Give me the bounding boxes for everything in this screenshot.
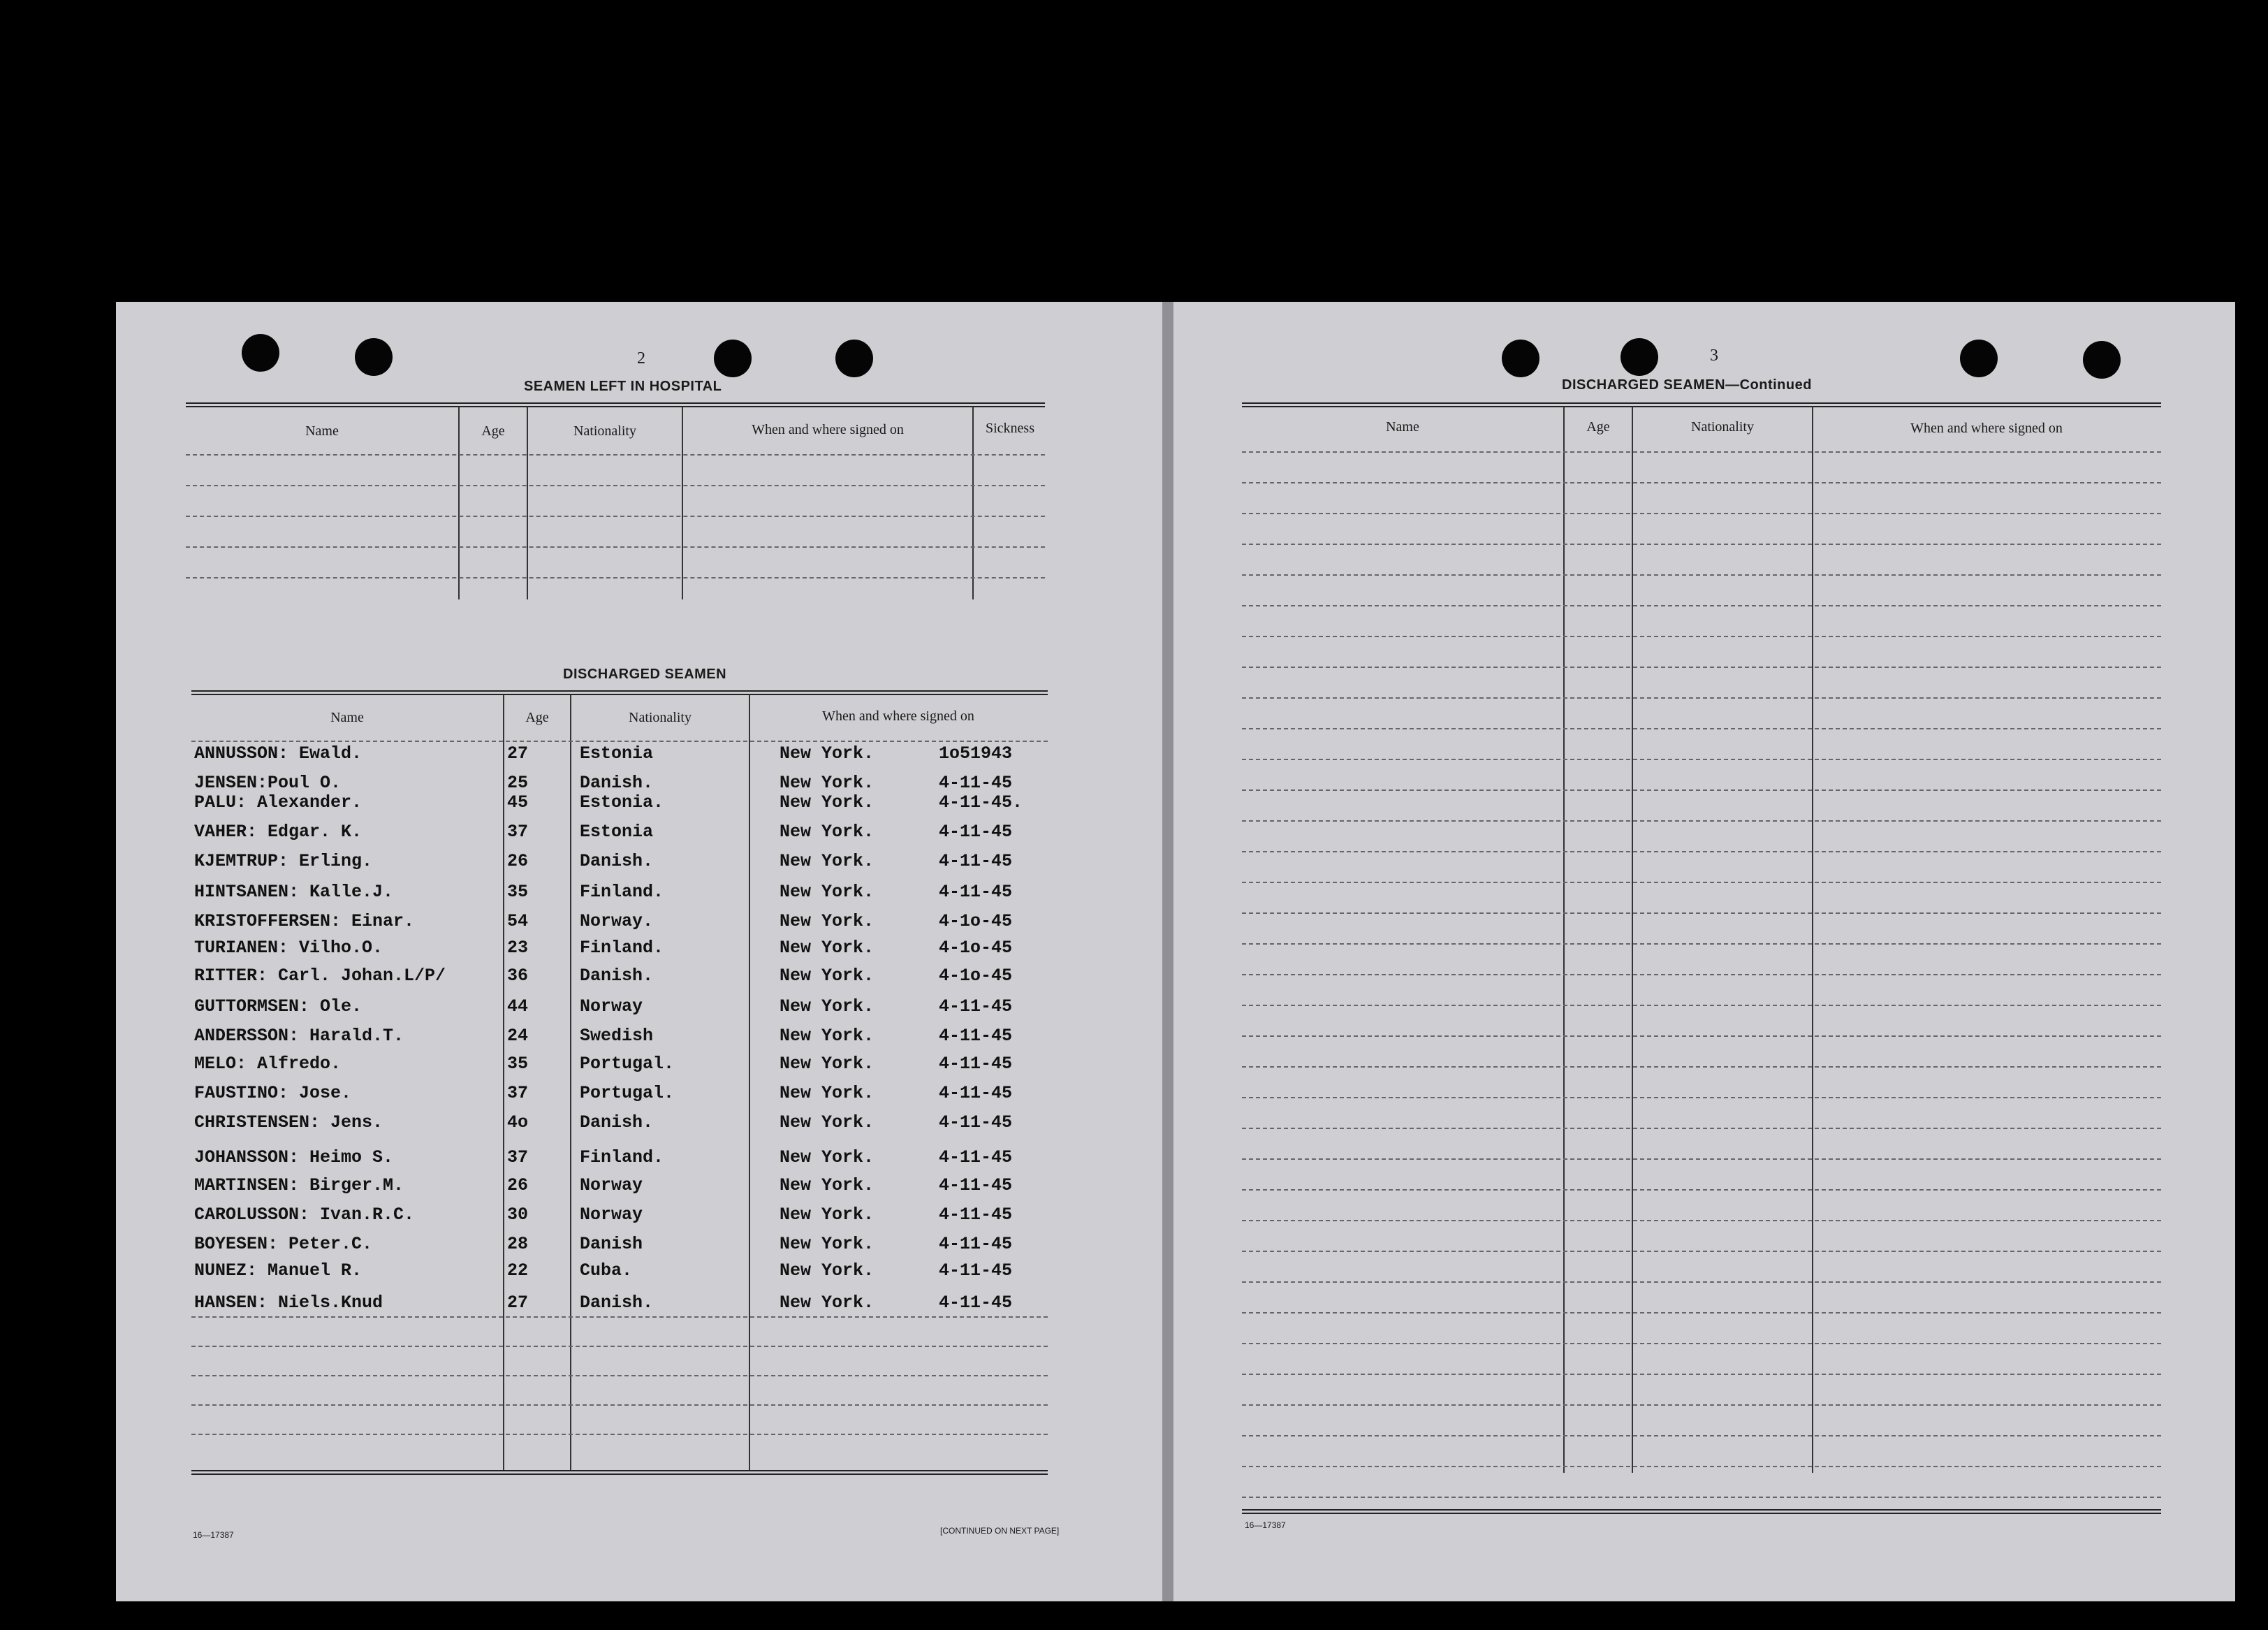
row-nationality: Estonia bbox=[580, 822, 654, 842]
row-signed-on-date: 4-11-45 bbox=[939, 882, 1013, 902]
col-header-name: Name bbox=[330, 710, 364, 725]
right-page bbox=[1173, 302, 2235, 1601]
page-number: 2 bbox=[637, 349, 645, 368]
row-signed-on-date: 4-1o-45 bbox=[939, 938, 1013, 958]
discharged-continued-heading: DISCHARGED SEAMEN—Continued bbox=[1562, 377, 1812, 393]
row-age: 22 bbox=[507, 1260, 529, 1281]
row-name: BOYESEN: Peter.C. bbox=[194, 1234, 373, 1254]
row-name: TURIANEN: Vilho.O. bbox=[194, 938, 383, 958]
row-nationality: Danish. bbox=[580, 966, 654, 986]
row-signed-on-place: New York. bbox=[780, 882, 875, 902]
punch-hole bbox=[714, 340, 752, 377]
row-signed-on-place: New York. bbox=[780, 938, 875, 958]
discharged-heading: DISCHARGED SEAMEN bbox=[563, 667, 727, 682]
row-nationality: Finland. bbox=[580, 882, 664, 902]
row-signed-on-place: New York. bbox=[780, 743, 875, 764]
row-nationality: Norway bbox=[580, 1205, 643, 1225]
row-signed-on-date: 4-11-45 bbox=[939, 996, 1013, 1017]
row-signed-on-date: 4-11-45 bbox=[939, 1054, 1013, 1074]
row-signed-on-place: New York. bbox=[780, 792, 875, 813]
row-signed-on-date: 4-11-45 bbox=[939, 1147, 1013, 1167]
row-name: GUTTORMSEN: Ole. bbox=[194, 996, 363, 1017]
row-signed-on-place: New York. bbox=[780, 1205, 875, 1225]
row-age: 44 bbox=[507, 996, 529, 1017]
row-age: 26 bbox=[507, 1175, 529, 1195]
table-top-rule bbox=[1242, 402, 2161, 407]
row-signed-on-date: 4-11-45. bbox=[939, 792, 1023, 813]
row-nationality: Portugal. bbox=[580, 1083, 675, 1103]
row-signed-on-place: New York. bbox=[780, 1054, 875, 1074]
row-nationality: Cuba. bbox=[580, 1260, 633, 1281]
row-age: 27 bbox=[507, 1293, 529, 1313]
row-signed-on-place: New York. bbox=[780, 1175, 875, 1195]
row-signed-on-date: 4-11-45 bbox=[939, 1205, 1013, 1225]
row-name: JOHANSSON: Heimo S. bbox=[194, 1147, 394, 1167]
row-signed-on-date: 4-11-45 bbox=[939, 1026, 1013, 1046]
col-header-age: Age bbox=[525, 710, 549, 725]
row-age: 25 bbox=[507, 773, 529, 793]
row-name: CHRISTENSEN: Jens. bbox=[194, 1112, 383, 1133]
row-nationality: Portugal. bbox=[580, 1054, 675, 1074]
col-header-nationality: Nationality bbox=[1691, 419, 1754, 435]
row-age: 54 bbox=[507, 911, 529, 931]
row-signed-on-date: 4-11-45 bbox=[939, 1234, 1013, 1254]
row-name: FAUSTINO: Jose. bbox=[194, 1083, 352, 1103]
col-header-nationality: Nationality bbox=[573, 423, 636, 439]
continued-note: [CONTINUED ON NEXT PAGE] bbox=[940, 1526, 1060, 1536]
row-signed-on-date: 4-11-45 bbox=[939, 1083, 1013, 1103]
col-header-signed-on: When and where signed on bbox=[1910, 421, 2063, 436]
row-nationality: Finland. bbox=[580, 938, 664, 958]
table-top-rule bbox=[186, 402, 1045, 407]
row-age: 26 bbox=[507, 851, 529, 871]
row-name: VAHER: Edgar. K. bbox=[194, 822, 363, 842]
row-nationality: Norway bbox=[580, 1175, 643, 1195]
row-name: HINTSANEN: Kalle.J. bbox=[194, 882, 394, 902]
row-nationality: Finland. bbox=[580, 1147, 664, 1167]
row-nationality: Danish. bbox=[580, 773, 654, 793]
col-header-age: Age bbox=[1586, 419, 1610, 435]
row-age: 30 bbox=[507, 1205, 529, 1225]
table-bottom-rule bbox=[191, 1470, 1048, 1475]
punch-hole bbox=[2083, 341, 2121, 379]
row-age: 37 bbox=[507, 822, 529, 842]
row-signed-on-date: 4-11-45 bbox=[939, 1293, 1013, 1313]
row-age: 24 bbox=[507, 1026, 529, 1046]
row-age: 35 bbox=[507, 882, 529, 902]
row-nationality: Swedish bbox=[580, 1026, 654, 1046]
row-name: HANSEN: Niels.Knud bbox=[194, 1293, 383, 1313]
row-signed-on-place: New York. bbox=[780, 996, 875, 1017]
row-age: 4o bbox=[507, 1112, 529, 1133]
row-name: PALU: Alexander. bbox=[194, 792, 363, 813]
row-signed-on-date: 4-11-45 bbox=[939, 1175, 1013, 1195]
row-signed-on-place: New York. bbox=[780, 1293, 875, 1313]
row-signed-on-place: New York. bbox=[780, 966, 875, 986]
row-age: 37 bbox=[507, 1083, 529, 1103]
row-age: 37 bbox=[507, 1147, 529, 1167]
row-name: MELO: Alfredo. bbox=[194, 1054, 342, 1074]
row-signed-on-place: New York. bbox=[780, 1083, 875, 1103]
row-name: JENSEN:Poul O. bbox=[194, 773, 342, 793]
row-signed-on-date: 4-11-45 bbox=[939, 1112, 1013, 1133]
form-number: 16—17387 bbox=[1245, 1520, 1286, 1530]
table-bottom-rule bbox=[1242, 1509, 2161, 1514]
row-name: KRISTOFFERSEN: Einar. bbox=[194, 911, 415, 931]
punch-hole bbox=[242, 334, 279, 372]
col-header-name: Name bbox=[305, 423, 339, 439]
row-nationality: Danish. bbox=[580, 1112, 654, 1133]
col-header-nationality: Nationality bbox=[629, 710, 692, 725]
row-name: ANNUSSON: Ewald. bbox=[194, 743, 363, 764]
form-number: 16—17387 bbox=[193, 1530, 234, 1540]
row-age: 27 bbox=[507, 743, 529, 764]
row-signed-on-date: 4-1o-45 bbox=[939, 966, 1013, 986]
row-signed-on-date: 1o51943 bbox=[939, 743, 1013, 764]
row-age: 35 bbox=[507, 1054, 529, 1074]
row-nationality: Danish. bbox=[580, 1293, 654, 1313]
table-top-rule bbox=[191, 690, 1048, 695]
col-header-name: Name bbox=[1386, 419, 1419, 435]
row-age: 36 bbox=[507, 966, 529, 986]
row-signed-on-date: 4-11-45 bbox=[939, 1260, 1013, 1281]
row-nationality: Danish bbox=[580, 1234, 643, 1254]
row-signed-on-place: New York. bbox=[780, 1260, 875, 1281]
col-header-signed-on: When and where signed on bbox=[822, 708, 974, 724]
row-nationality: Norway. bbox=[580, 911, 654, 931]
punch-hole bbox=[1620, 338, 1658, 376]
row-name: KJEMTRUP: Erling. bbox=[194, 851, 373, 871]
row-signed-on-date: 4-11-45 bbox=[939, 822, 1013, 842]
punch-hole bbox=[835, 340, 873, 377]
col-header-sickness: Sickness bbox=[986, 421, 1034, 436]
col-header-age: Age bbox=[481, 423, 505, 439]
row-name: RITTER: Carl. Johan.L/P/ bbox=[194, 966, 446, 986]
row-name: ANDERSSON: Harald.T. bbox=[194, 1026, 404, 1046]
row-signed-on-place: New York. bbox=[780, 911, 875, 931]
hospital-heading: SEAMEN LEFT IN HOSPITAL bbox=[524, 379, 722, 394]
row-signed-on-place: New York. bbox=[780, 1147, 875, 1167]
left-page bbox=[116, 302, 1164, 1601]
page-number: 3 bbox=[1710, 347, 1718, 365]
row-name: MARTINSEN: Birger.M. bbox=[194, 1175, 404, 1195]
row-age: 23 bbox=[507, 938, 529, 958]
row-nationality: Estonia bbox=[580, 743, 654, 764]
row-nationality: Estonia. bbox=[580, 792, 664, 813]
row-age: 28 bbox=[507, 1234, 529, 1254]
row-name: NUNEZ: Manuel R. bbox=[194, 1260, 363, 1281]
punch-hole bbox=[355, 338, 393, 376]
row-signed-on-date: 4-1o-45 bbox=[939, 911, 1013, 931]
row-age: 45 bbox=[507, 792, 529, 813]
row-signed-on-date: 4-11-45 bbox=[939, 851, 1013, 871]
row-signed-on-date: 4-11-45 bbox=[939, 773, 1013, 793]
row-nationality: Norway bbox=[580, 996, 643, 1017]
punch-hole bbox=[1502, 340, 1539, 377]
punch-hole bbox=[1960, 340, 1998, 377]
row-name: CAROLUSSON: Ivan.R.C. bbox=[194, 1205, 415, 1225]
row-signed-on-place: New York. bbox=[780, 822, 875, 842]
row-signed-on-place: New York. bbox=[780, 1234, 875, 1254]
row-signed-on-place: New York. bbox=[780, 773, 875, 793]
row-signed-on-place: New York. bbox=[780, 1026, 875, 1046]
row-nationality: Danish. bbox=[580, 851, 654, 871]
row-signed-on-place: New York. bbox=[780, 851, 875, 871]
row-signed-on-place: New York. bbox=[780, 1112, 875, 1133]
col-header-signed-on: When and where signed on bbox=[752, 422, 904, 437]
